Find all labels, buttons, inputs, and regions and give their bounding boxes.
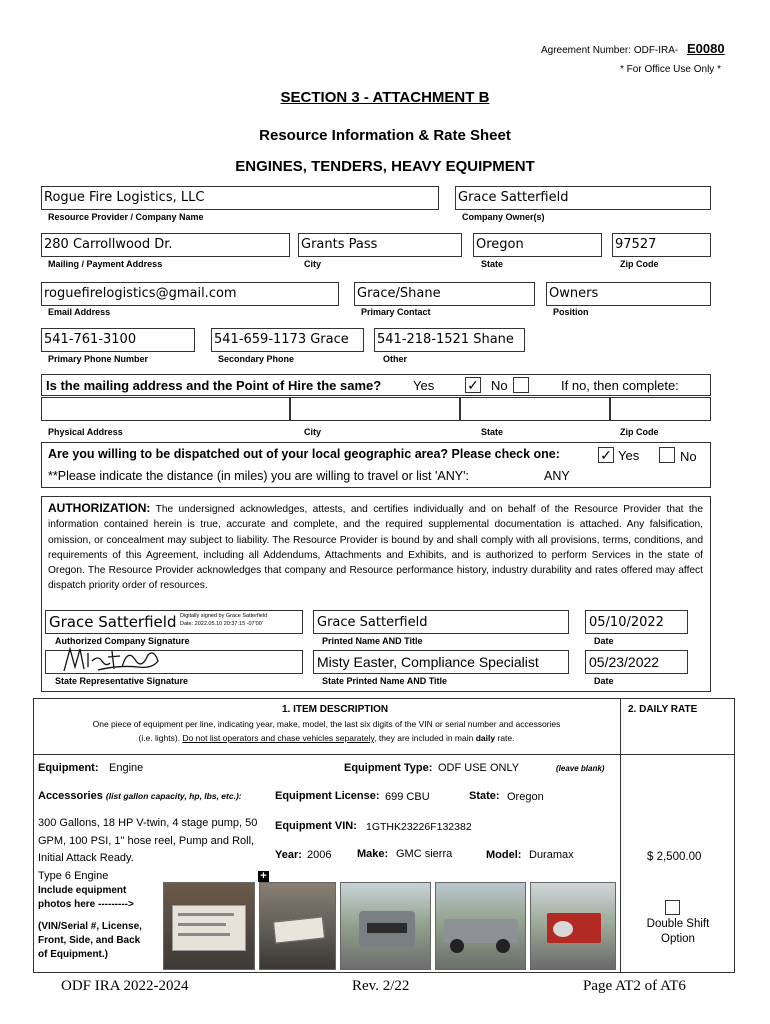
company-signature-label: Authorized Company Signature — [55, 636, 190, 646]
date-label-1: Date — [594, 636, 614, 646]
hire-point-if-no: If no, then complete: — [561, 378, 679, 393]
date-value-1: 05/10/2022 — [589, 615, 664, 630]
date-field-2[interactable] — [585, 650, 688, 674]
hire-point-no-label: No — [491, 378, 508, 393]
double-shift-label — [621, 917, 735, 947]
other-phone-label: Other — [383, 354, 408, 364]
equipment-value[interactable]: Engine — [109, 762, 144, 774]
physical-city-label: City — [304, 427, 322, 437]
make-label: Make: — [357, 848, 389, 860]
primary-contact-label: Primary Contact — [361, 307, 431, 317]
accessories-line1: 300 Gallons, 18 HP V-twin, 4 stage pump, 50 — [38, 817, 258, 829]
company-owner-label: Company Owner(s) — [462, 212, 545, 222]
handwritten-signature-icon — [58, 643, 168, 677]
authorization-heading: AUTHORIZATION: — [48, 501, 151, 515]
model-value[interactable]: Duramax — [529, 849, 574, 861]
model-label: Model: — [486, 849, 522, 861]
daily-rate-value[interactable]: $ 2,500.00 — [647, 851, 702, 863]
secondary-phone-field[interactable] — [211, 328, 364, 352]
date-label-2: Date — [594, 676, 614, 686]
digital-signature-line1: Digitally signed by Grace Satterfield — [180, 613, 268, 619]
vin-plate-photo[interactable] — [163, 882, 255, 970]
printed-name-field[interactable] — [313, 610, 569, 634]
state-printed-name-label: State Printed Name AND Title — [322, 676, 448, 686]
license-value[interactable]: 699 CBU — [385, 791, 430, 803]
secondary-phone-value: 541-659-1173 Grace — [214, 332, 349, 347]
item-note-2daily: daily — [475, 733, 496, 743]
primary-contact-field[interactable] — [354, 282, 535, 306]
primary-phone-value: 541-761-3100 — [44, 332, 137, 347]
equipment-label: Equipment: — [38, 762, 99, 774]
dispatch-no-checkbox[interactable] — [659, 447, 675, 463]
physical-address-label: Physical Address — [48, 427, 123, 437]
physical-zip-label: Zip Code — [620, 427, 659, 437]
address-value: 280 Carrollwood Dr. — [44, 237, 173, 252]
physical-state-label: State — [481, 427, 504, 437]
accessories-hint: (list gallon capacity, hp, lbs, etc.): — [105, 791, 242, 801]
physical-state-field[interactable] — [460, 397, 610, 421]
vin-value[interactable]: 1GTHK23226F132382 — [366, 821, 472, 833]
item-note-2a: (i.e. lights). — [138, 733, 181, 743]
state-signature-field[interactable] — [45, 650, 303, 674]
position-value: Owners — [549, 286, 599, 301]
hire-point-no-checkbox[interactable] — [513, 377, 529, 393]
position-field[interactable] — [546, 282, 711, 306]
accessories-label — [38, 790, 242, 802]
city-value: Grants Pass — [301, 237, 378, 252]
distance-prompt: **Please indicate the distance (in miles) you are willing to travel or list 'ANY': — [48, 469, 469, 483]
front-view-photo[interactable] — [340, 882, 431, 970]
state-field[interactable] — [473, 233, 602, 257]
company-signature-field[interactable] — [45, 610, 303, 634]
photos-line4: Front, Side, and Back — [38, 935, 141, 946]
secondary-phone-label: Secondary Phone — [218, 354, 295, 364]
email-value: roguefirelogistics@gmail.com — [44, 286, 237, 301]
distance-value[interactable]: ANY — [544, 469, 570, 483]
company-owner-value: Grace Satterfield — [458, 190, 569, 205]
company-signature-name: Grace Satterfield — [49, 613, 177, 631]
date-value-2: 05/23/2022 — [589, 654, 660, 670]
other-phone-field[interactable] — [374, 328, 525, 352]
make-value[interactable]: GMC sierra — [396, 848, 453, 860]
position-label: Position — [553, 307, 589, 317]
dispatch-question: Are you willing to be dispatched out of your local geographic area? Please check one: — [48, 447, 560, 461]
license-label: Equipment License: — [275, 790, 380, 802]
photos-instructions — [38, 884, 142, 962]
zip-field[interactable] — [612, 233, 711, 257]
company-owner-field[interactable] — [455, 186, 711, 210]
agreement-number: E0080 — [687, 41, 725, 56]
accessories-label-text: Accessories — [38, 790, 103, 802]
footer-form-id: ODF IRA 2022-2024 — [61, 978, 189, 994]
state-printed-name-field[interactable] — [313, 650, 569, 674]
item-note-2b: , they are included in main — [374, 733, 474, 743]
leave-blank-note: (leave blank) — [556, 764, 605, 773]
category-title: ENGINES, TENDERS, HEAVY EQUIPMENT — [235, 158, 535, 175]
daily-rate-heading: 2. DAILY RATE — [628, 704, 698, 715]
city-field[interactable] — [298, 233, 462, 257]
double-shift-checkbox[interactable] — [665, 900, 680, 915]
state-value: Oregon — [476, 237, 524, 252]
double-shift-line2: Option — [661, 933, 695, 945]
date-field-1[interactable] — [585, 610, 688, 634]
email-label: Email Address — [48, 307, 111, 317]
side-view-photo[interactable] — [435, 882, 526, 970]
item-state-value[interactable]: Oregon — [507, 791, 544, 803]
accessories-text[interactable] — [38, 815, 257, 885]
dispatch-yes-checkbox[interactable]: ✓ — [598, 447, 614, 463]
hire-point-yes-label: Yes — [413, 378, 435, 393]
authorization-text: The undersigned acknowledges, attests, and certifies individually and on behalf of the Resource Provider that the information contained herein is true, accurate and complete, and the required supplemental documentation is attached. Any falsification, omission, or concealment may subject to liability. The Resource Provider is bound by and shall comply with all provisions, terms, conditions, and requirements of this Agreement, including all Addendums, Attachments and Exhibits, and is authorized to perform Services in the state of Oregon. The Resource Provider acknowledges that company and Resource performance history, industry durability and rates offered may affect dispatch priority order of resources. — [48, 504, 703, 592]
digital-signature-line2: Date: 2022.05.10 20:37:15 -07'00' — [180, 621, 263, 627]
state-printed-name-value: Misty Easter, Compliance Specialist — [317, 654, 539, 670]
footer-revision: Rev. 2/22 — [352, 978, 410, 994]
physical-zip-field[interactable] — [610, 397, 711, 421]
other-phone-value: 541-218-1521 Shane — [377, 332, 514, 347]
item-note-line2 — [33, 733, 620, 743]
photos-line5: of Equipment.) — [38, 949, 108, 960]
hire-point-yes-checkbox[interactable]: ✓ — [465, 377, 481, 393]
zip-value: 97527 — [615, 237, 657, 252]
back-view-photo[interactable] — [530, 882, 616, 970]
company-name-field[interactable] — [41, 186, 439, 210]
company-name-value: Rogue Fire Logistics, LLC — [44, 190, 205, 205]
year-value[interactable]: 2006 — [307, 849, 332, 861]
photos-line1: Include equipment — [38, 885, 127, 896]
address-label: Mailing / Payment Address — [48, 259, 163, 269]
vin-label: Equipment VIN: — [275, 820, 357, 832]
accessories-line4: Type 6 Engine — [38, 869, 109, 882]
year-label: Year: — [275, 849, 302, 861]
hire-point-question: Is the mailing address and the Point of Hire the same? — [46, 378, 382, 393]
accessories-line2: GPM, 100 PSI, 1" hose reel, Pump and Roll, — [38, 834, 255, 847]
dispatch-no-label: No — [680, 449, 697, 464]
office-use-note: * For Office Use Only * — [620, 64, 721, 75]
printed-name-value: Grace Satterfield — [317, 615, 428, 630]
photos-line3: (VIN/Serial #, License, — [38, 921, 142, 932]
zip-label: Zip Code — [620, 259, 659, 269]
item-note-2u: Do not list operators and chase vehicles separately — [182, 733, 375, 743]
authorization-text-block — [48, 501, 703, 594]
address-field[interactable] — [41, 233, 290, 257]
dispatch-yes-label: Yes — [618, 448, 640, 463]
double-shift-line1: Double Shift — [646, 918, 710, 930]
photos-line2: photos here ---------> — [38, 899, 134, 910]
primary-phone-label: Primary Phone Number — [48, 354, 149, 364]
sheet-title: Resource Information & Rate Sheet — [259, 127, 511, 144]
license-plate-photo[interactable] — [259, 882, 336, 970]
physical-city-field[interactable] — [290, 397, 460, 421]
add-photo-button[interactable]: + — [258, 871, 269, 882]
company-name-label: Resource Provider / Company Name — [48, 212, 204, 222]
city-label: City — [304, 259, 322, 269]
state-signature-label: State Representative Signature — [55, 676, 189, 686]
email-field[interactable] — [41, 282, 339, 306]
equipment-type-value: ODF USE ONLY — [438, 762, 520, 774]
item-table-header-divider — [33, 754, 735, 755]
item-note-line1: One piece of equipment per line, indicating year, make, model, the last six digits of the VIN or serial number and accessories — [92, 719, 561, 729]
state-label: State — [481, 259, 504, 269]
accessories-line3: Initial Attack Ready. — [38, 852, 134, 864]
primary-phone-field[interactable] — [41, 328, 195, 352]
item-note-2c: rate. — [497, 733, 515, 743]
item-description-heading: 1. ITEM DESCRIPTION — [282, 704, 389, 715]
equipment-type-label: Equipment Type: — [344, 762, 433, 774]
printed-name-label: Printed Name AND Title — [322, 636, 423, 646]
section-title: SECTION 3 - ATTACHMENT B — [280, 89, 490, 106]
physical-address-field[interactable] — [41, 397, 290, 421]
footer-page-number: Page AT2 of AT6 — [583, 978, 686, 994]
primary-contact-value: Grace/Shane — [357, 286, 441, 301]
agreement-number-label: Agreement Number: ODF-IRA- — [541, 45, 679, 56]
item-state-label: State: — [469, 790, 500, 802]
